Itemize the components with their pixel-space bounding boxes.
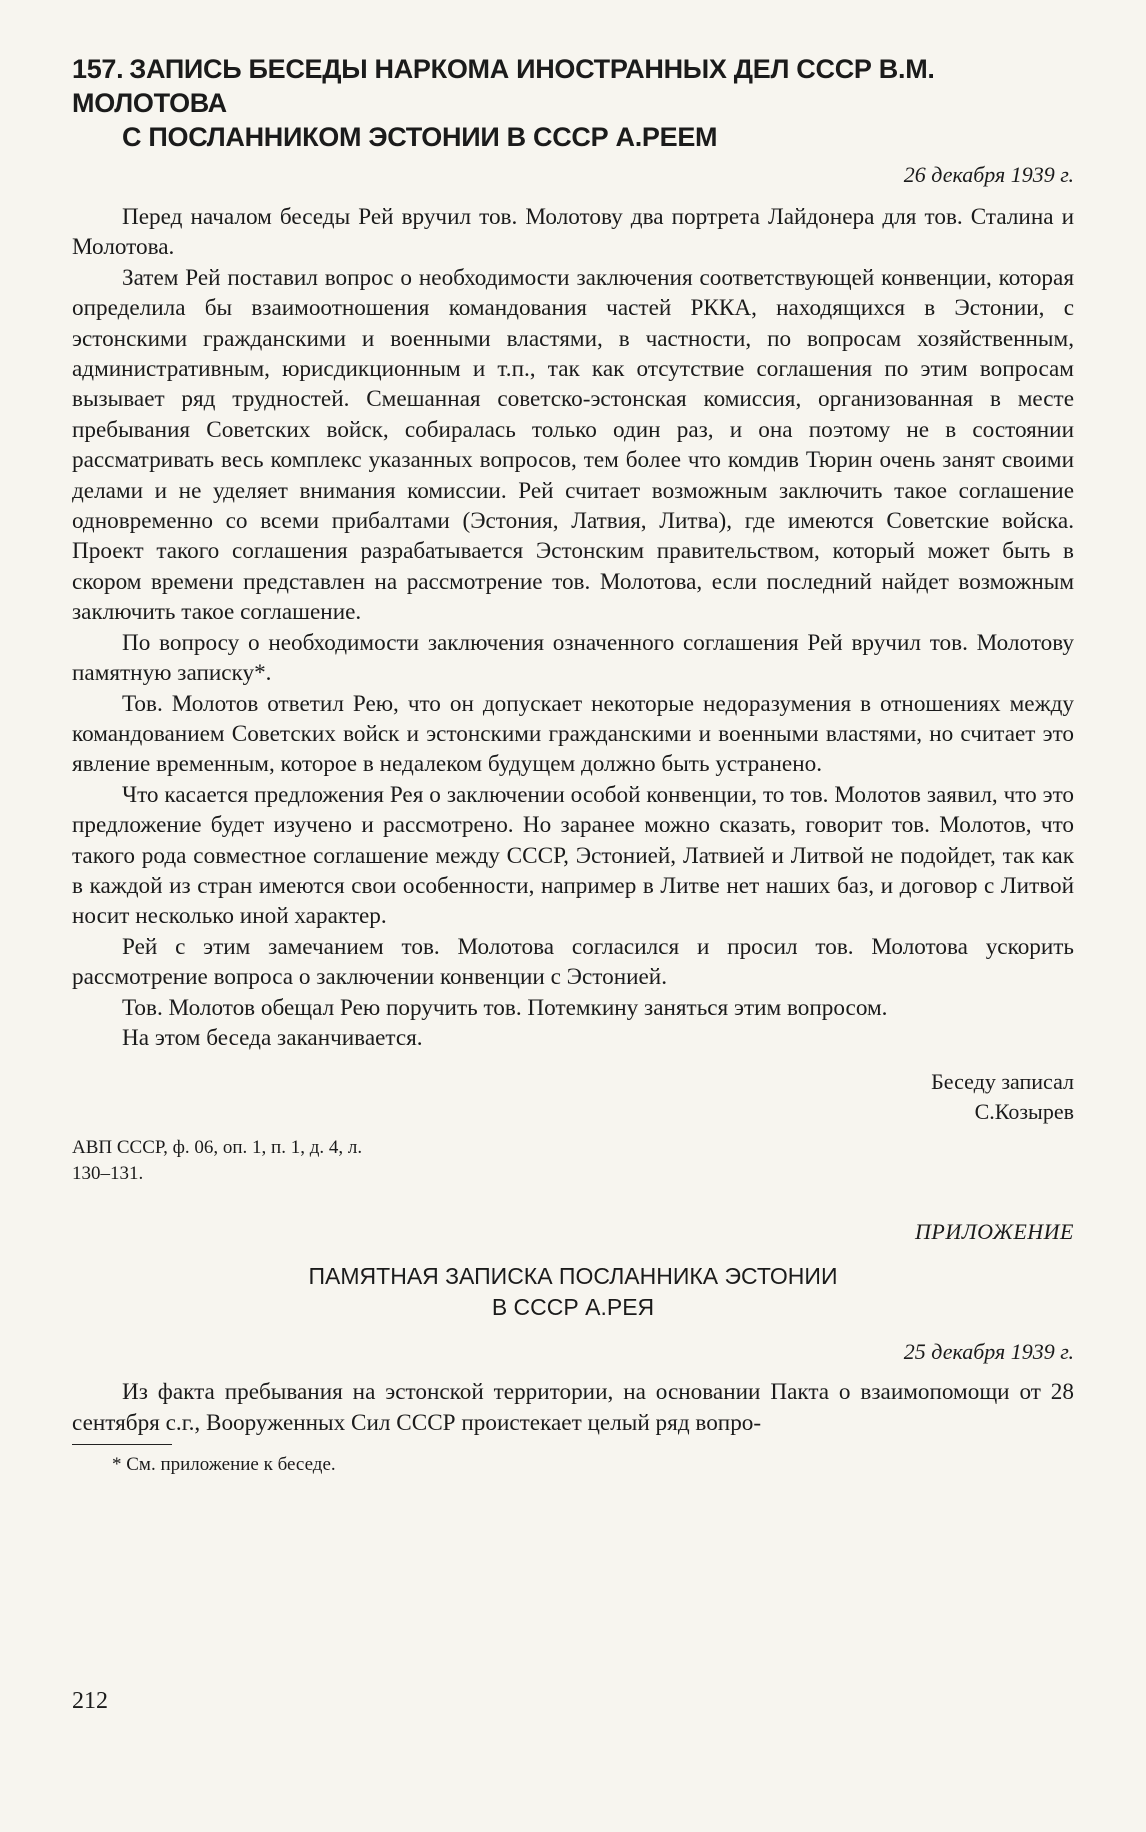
paragraph: Тов. Молотов ответил Рею, что он допускает некоторые недоразумения в отношениях между командованием Советских войск и эстонскими гражданскими и военными властями, но считает это явление временным, которое в недалеком будущем должно быть устранено.: [72, 690, 1074, 778]
document-body: [72, 202, 1074, 1053]
signature-block: [72, 1067, 1074, 1127]
paragraph: Затем Рей поставил вопрос о необходимости заключения соответствующей конвенции, которая определила бы взаимоотношения командования частей РККА, находящихся в Эстонии, с эстонскими гражданскими и военными властями, в частности, по вопросам хозяйственным, административным, юрисдикционным и т.п., так как отсутствие соглашения по этим вопросам вызывает ряд трудностей. Смешанная советско-эстонская комиссия, организованная в месте пребывания Советских войск, собиралась только один раз, и она поэтому не в состоянии рассматривать весь комплекс указанных вопросов, тем более что комдив Тюрин очень занят своими делами и не уделяет внимания комиссии. Рей считает возможным заключить такое соглашение одновременно со всеми прибалтами (Эстония, Латвия, Литва), где имеются Советские войска. Проект такого соглашения разрабатывается Эстонским правительством, который может быть в скором времени представлен на рассмотрение тов. Молотова, если последний найдет возможным заключить такое соглашение.: [72, 264, 1074, 626]
document-number: 157.: [72, 54, 124, 84]
paragraph: Тов. Молотов обещал Рею поручить тов. Потемкину заняться этим вопросом.: [122, 994, 888, 1021]
footnote: * См. приложение к беседе.: [112, 1454, 336, 1476]
appendix-body: [72, 1377, 1074, 1438]
signature-caption: Беседу записал: [931, 1069, 1074, 1095]
document-date: 26 декабря 1939 г.: [903, 162, 1074, 187]
appendix-title: [72, 1261, 1074, 1323]
document-title: [72, 52, 1074, 154]
paragraph: По вопросу о необходимости заключения означенного соглашения Рей вручил тов. Молотову памятную записку*.: [72, 629, 1074, 687]
paragraph: Что касается предложения Рея о заключении особой конвенции, то тов. Молотов заявил, что это предложение будет изучено и рассмотрено. Но заранее можно сказать, говорит тов. Молотов, что такого рода совместное соглашение между СССР, Эстонией, Латвией и Литвой не подойдет, так как в каждой из стран имеются свои особенности, например в Литве нет наших баз, и договор с Литвой носит несколько иной характер.: [72, 781, 1074, 930]
paragraph: Перед началом беседы Рей вручил тов. Молотову два портрета Лайдонера для тов. Сталина и Молотова.: [72, 204, 1074, 261]
appendix-label: ПРИЛОЖЕНИЕ: [915, 1219, 1074, 1245]
signature-name: С.Козырев: [974, 1099, 1074, 1125]
footnote-divider: [72, 1444, 172, 1445]
appendix-date: 25 декабря 1939 г.: [903, 1339, 1074, 1365]
title-line-1: ЗАПИСЬ БЕСЕДЫ НАРКОМА ИНОСТРАННЫХ ДЕЛ СССР В.М. МОЛОТОВА: [72, 54, 935, 118]
page-number: 212: [72, 1688, 108, 1714]
archive-reference: АВП СССР, ф. 06, оп. 1, п. 1, д. 4, л. 130–131.: [72, 1137, 363, 1185]
paragraph: Рей с этим замечанием тов. Молотова согласился и просил тов. Молотова ускорить рассмотрение вопроса о заключении конвенции с Эстонией.: [72, 933, 1074, 991]
appendix-title-line-2: В СССР А.РЕЯ: [491, 1294, 655, 1321]
appendix-paragraph: Из факта пребывания на эстонской территории, на основании Пакта о взаимопомощи от 28 сентября с.г., Вооруженных Сил СССР проистекает целый ряд вопро-: [72, 1379, 1074, 1436]
title-line-2: С ПОСЛАННИКОМ ЭСТОНИИ В СССР А.РЕЕМ: [122, 122, 718, 152]
appendix-title-line-1: ПАМЯТНАЯ ЗАПИСКА ПОСЛАННИКА ЭСТОНИИ: [308, 1263, 838, 1290]
paragraph: На этом беседа заканчивается.: [122, 1024, 423, 1051]
